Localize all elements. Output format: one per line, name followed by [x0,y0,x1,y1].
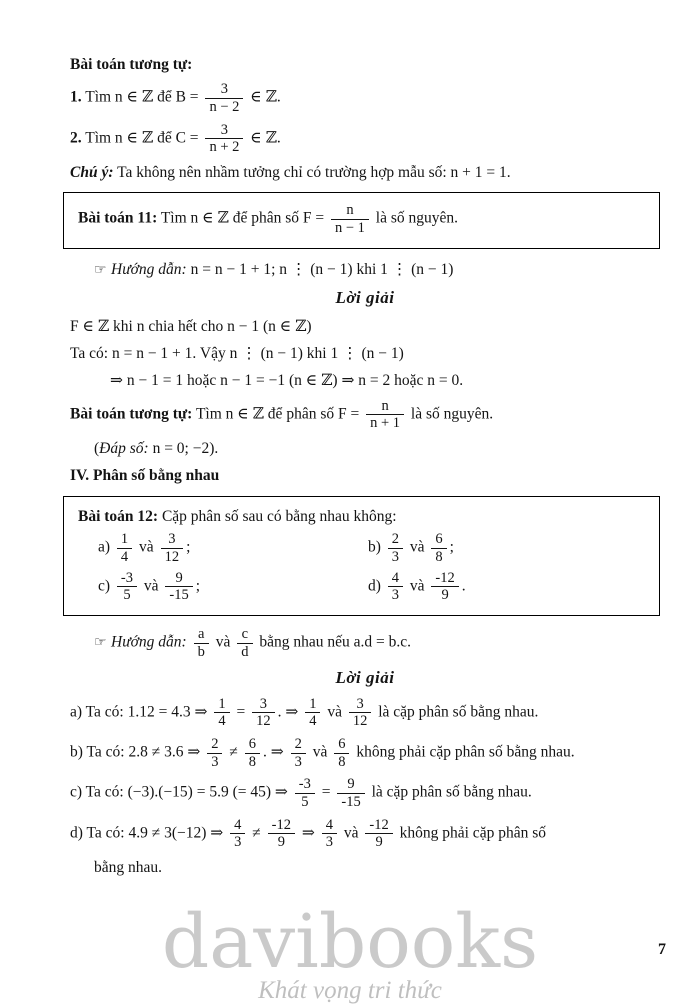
fraction-denominator: n − 1 [331,219,369,237]
problem-12-row-cd [78,570,649,604]
text-span: Bài toán 11: [78,210,158,228]
problem-11-statement [78,202,649,236]
text-span: bằng nhau nếu a.d = b.c. [255,633,412,651]
fraction-denominator: -15 [337,793,364,811]
text-span: Lời giải [335,288,395,308]
fraction-numerator: 3 [220,121,229,138]
problem-12-box [63,496,660,616]
fraction-numerator: 9 [175,569,183,586]
fraction-numerator: -12 [435,569,455,586]
text-span: và [340,824,363,842]
text-span: là cặp phân số bằng nhau. [367,784,532,802]
fraction-numerator: 3 [259,695,267,712]
fraction-numerator: -12 [271,816,292,833]
fraction-numerator: 1 [218,695,226,712]
text-span: . ⇒ [277,703,303,721]
text-span: Tìm n ∈ ℤ để B = [81,89,203,107]
fraction-denominator: 8 [245,753,260,771]
solution-11-line-1 [70,316,660,337]
fraction-pair-cell [368,570,649,604]
fraction [388,531,403,565]
text-span: Chú ý: [70,164,114,182]
fraction [268,817,295,851]
text-span: . ⇒ [262,743,288,761]
fraction [305,696,320,730]
text-span: và [308,743,332,761]
text-span: và [406,538,429,556]
fraction-numerator: 2 [391,531,400,548]
fraction [388,570,403,604]
text-span: Bài toán tương tự: [70,405,193,423]
fraction-denominator: 8 [334,753,349,771]
fraction-denominator: 5 [117,586,137,604]
fraction-denominator: 8 [431,548,446,566]
fraction-numerator: 4 [234,816,242,833]
text-span: IV. Phân số bằng nhau [70,467,220,485]
fraction-numerator: 6 [338,736,346,753]
fraction-numerator: 2 [211,736,219,753]
fraction-denominator: b [194,643,209,661]
fraction-denominator: n − 2 [205,98,243,116]
fraction [331,202,369,236]
text-span: Hướng dẫn: [111,260,187,278]
text-span: b) Ta có: 2.8 ≠ 3.6 ⇒ [70,743,205,761]
fraction-numerator: 4 [325,816,334,833]
text-span: là cặp phân số bằng nhau. [374,703,539,721]
text-span: ∈ ℤ. [246,89,281,107]
text-span [187,634,191,651]
hint-line-12 [94,626,660,660]
fraction-pair-cell [368,531,649,565]
fraction [252,696,275,730]
pointing-hand-icon: ☞ [94,261,112,278]
text-span: a) [98,538,114,556]
fraction [161,531,184,565]
fraction [214,696,229,730]
fraction-denominator: 3 [207,753,222,771]
text-span: = [317,784,335,802]
text-span: không phải cặp phân số [395,824,546,842]
text-span: là số nguyên. [371,210,459,228]
fraction-pair-cell [98,531,368,565]
text-span: và [140,577,163,595]
text-span: Ta không nên nhầm tưởng chỉ có trường hợp mẫu số: n + 1 = 1. [113,164,511,182]
fraction [322,817,337,851]
fraction-denominator: -15 [165,586,192,604]
fraction-denominator: 3 [388,548,403,566]
text-span: không phải cặp phân số bằng nhau. [352,743,575,761]
fraction-numerator: 2 [294,736,302,753]
text-span: ; [195,577,201,595]
fraction [245,736,260,770]
text-span: F ∈ ℤ khi n chia hết cho n − 1 (n ∈ ℤ) [70,317,312,335]
solution-12-line-d [70,817,660,851]
fraction-denominator: 5 [295,793,315,811]
text-span: ( [94,440,100,458]
solution-11-line-2 [70,343,660,364]
text-span: Bài toán tương tự: [70,56,193,73]
fraction-denominator: d [237,643,252,661]
fraction-denominator: 3 [230,833,245,851]
fraction-numerator: -3 [120,569,134,586]
text-span: bằng nhau. [94,859,163,877]
fraction-denominator: 12 [252,712,275,730]
fraction [194,626,209,660]
fraction [334,736,349,770]
solution-heading [70,666,660,689]
fraction [366,398,404,432]
text-span: a) Ta có: 1.12 = 4.3 ⇒ [70,703,212,721]
text-span: c) Ta có: (−3).(−15) = 5.9 (= 45) ⇒ [70,784,292,802]
text-span: ≠ [248,824,265,842]
text-span: d) [367,577,385,595]
fraction [230,817,245,851]
fraction [365,817,392,851]
fraction [337,776,364,810]
fraction-numerator: 3 [356,695,364,712]
text-span: ; [186,538,191,556]
fraction-denominator: 3 [388,586,403,604]
fraction-denominator: 4 [117,548,132,566]
text-span: Hướng dẫn: [111,633,187,651]
problem-12-statement [78,506,649,527]
text-span: Bài toán 12: [78,507,159,525]
fraction-numerator: -3 [298,776,311,793]
fraction [205,81,243,115]
fraction [117,531,132,565]
text-span: và [135,538,158,556]
text-span: Cặp phân số sau có bằng nhau không: [158,507,397,525]
answer-line [94,438,660,459]
text-span: ≠ [225,743,242,761]
watermark-subtext: Khát vọng tri thức [258,977,442,1004]
text-span: là số nguyên. [407,405,494,423]
fraction-denominator: 3 [322,833,337,851]
text-span: = [232,703,250,721]
text-span: ∈ ℤ. [246,129,281,147]
fraction-denominator: 12 [161,548,184,566]
text-span: n = 0; −2). [148,440,219,458]
text-span: Tìm n ∈ ℤ để phân số F = [192,405,364,423]
fraction-numerator: 6 [435,531,443,548]
text-span: ⇒ [298,824,319,842]
watermark [0,898,700,1005]
fraction-denominator: 12 [349,712,372,730]
fraction-numerator: 1 [120,531,129,548]
fraction-denominator: 3 [291,753,306,771]
fraction-denominator: n + 2 [205,138,243,156]
fraction-numerator: 6 [248,736,256,753]
problem-1-line [70,81,660,115]
text-span: Ta có: n = n − 1 + 1. Vậy n ⋮ (n − 1) khi 1 ⋮ (n − 1) [70,344,404,362]
fraction [165,570,192,604]
text-span: và [211,633,235,651]
text-span: . [461,577,466,595]
solution-12-line-c [70,776,660,810]
fraction [291,736,306,770]
fraction [431,570,458,604]
fraction-denominator: 4 [214,712,229,730]
fraction-denominator: 4 [305,712,320,730]
fraction [117,570,137,604]
fraction [349,696,372,730]
fraction-numerator: a [198,625,205,642]
solution-12-line-a [70,696,660,730]
fraction-numerator: 3 [168,531,176,548]
problem-2-line [70,122,660,156]
solution-12-line-b [70,736,660,770]
fraction [207,736,222,770]
fraction-numerator: c [241,625,249,642]
text-span: Tìm n ∈ ℤ để phân số F = [157,210,328,228]
similar-problem-11-line [70,398,660,432]
text-span: và [323,703,346,721]
fraction [431,531,446,565]
fraction-denominator: n + 1 [366,414,404,432]
note-line [70,162,660,183]
fraction-denominator: 9 [268,833,295,851]
solution-11-line-3 [110,370,660,391]
text-span: 2. [70,129,82,147]
problem-11-box [63,192,660,248]
fraction-denominator: 9 [431,586,458,604]
section-iv-heading [70,465,660,486]
pointing-hand-icon: ☞ [94,634,112,651]
watermark-text: davibooks [161,898,539,985]
fraction [205,122,243,156]
problem-12-row-ab [78,531,649,565]
fraction [295,776,315,810]
fraction-numerator: n [346,202,354,219]
fraction-numerator: -12 [369,816,389,833]
fraction-numerator: 9 [347,776,355,793]
similar-problems-heading [70,54,660,75]
text-span: ⇒ n − 1 = 1 hoặc n − 1 = −1 (n ∈ ℤ) ⇒ n = 2 hoặc n = 0. [110,372,464,390]
hint-line-11 [94,259,660,280]
fraction [237,626,252,660]
solution-12-line-d-cont [94,857,660,878]
text-span: 1. [70,89,82,107]
fraction-numerator: 3 [220,81,229,98]
text-span: Đáp số: [99,440,149,458]
text-span: d) Ta có: 4.9 ≠ 3(−12) ⇒ [70,824,228,842]
text-span: ; [449,538,454,556]
text-span: Lời giải [335,668,395,688]
fraction-denominator: 9 [365,833,392,851]
text-span: b) [367,538,385,556]
fraction-pair-cell [98,570,368,604]
page-number: 7 [658,941,666,958]
solution-heading [70,286,660,309]
text-span: Tìm n ∈ ℤ để C = [81,129,203,147]
text-span: n = n − 1 + 1; n ⋮ (n − 1) khi 1 ⋮ (n − 1) [186,260,454,278]
text-span: c) [98,577,114,595]
fraction-numerator: 1 [309,695,317,712]
fraction-numerator: n [381,397,389,414]
text-span: và [406,577,429,595]
fraction-numerator: 4 [391,569,400,586]
